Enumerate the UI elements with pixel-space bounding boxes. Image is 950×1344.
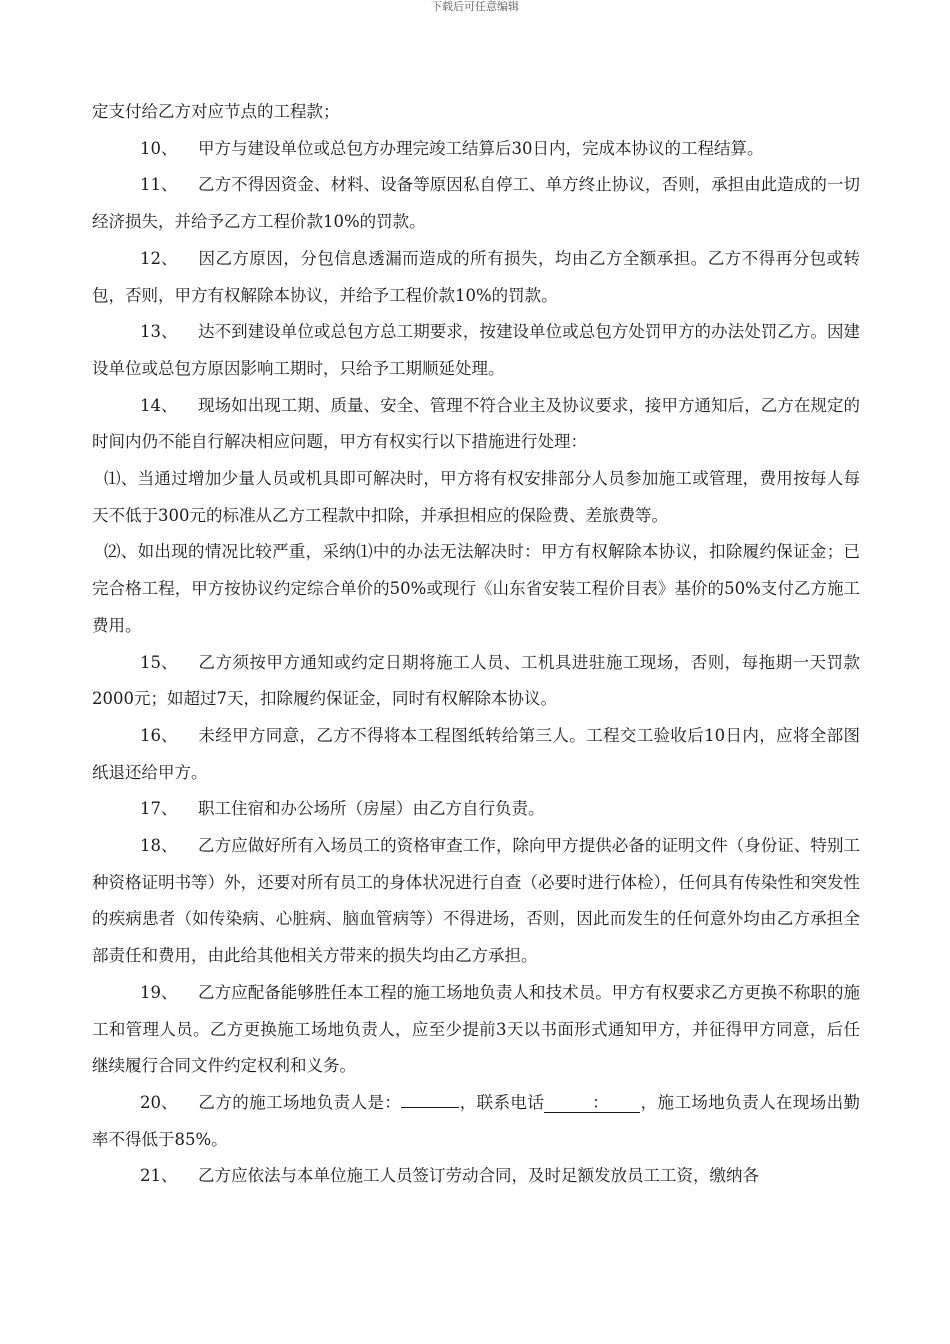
clause-21: 21、 乙方应依法与本单位施工人员签订劳动合同，及时足额发放员工工资，缴纳各 xyxy=(140,1166,759,1186)
page-header: 下载后可任意编辑 xyxy=(431,0,519,13)
clause-15: 15、 乙方须按甲方通知或约定日期将施工人员、工机具进驻施工现场，否则，每拖期一天罚款2000元；如超过7天，扣除履约保证金，同时有权解除本协议。 xyxy=(92,652,860,709)
clause-10: 10、 甲方与建设单位或总包方办理完竣工结算后30日内，完成本协议的工程结算。 xyxy=(140,138,764,158)
site-manager-blank[interactable] xyxy=(401,1107,459,1108)
clause-13: 13、 达不到建设单位或总包方总工期要求，按建设单位或总包方处罚甲方的办法处罚乙方。因建设单位或总包方原因影响工期时，只给予工期顺延处理。 xyxy=(92,322,860,378)
document-body xyxy=(92,94,860,1195)
paragraph-continuation: 定支付给乙方对应节点的工程款； xyxy=(92,102,340,121)
clause-14-sub-2: ⑵、如出现的情况比较严重，采纳⑴中的办法无法解决时：甲方有权解除本协议，扣除履约保证金；已完合格工程，甲方按协议约定综合单价的50%或现行《山东省安装工程价目表》基价的50%支付乙方施工费用。 xyxy=(92,542,860,635)
clause-14: 14、 现场如出现工期、质量、安全、管理不符合业主及协议要求，接甲方通知后，乙方在规定的时间内仍不能自行解决相应问题，甲方有权实行以下措施进行处理： xyxy=(92,395,860,452)
clause-12: 12、 因乙方原因，分包信息透漏而造成的所有损失，均由乙方全额承担。乙方不得再分包或转包，否则，甲方有权解除本协议，并给予工程价款10%的罚款。 xyxy=(92,248,860,305)
phone-blank[interactable]: ： xyxy=(544,1094,640,1113)
clause-11: 11、 乙方不得因资金、材料、设备等原因私自停工、单方终止协议，否则，承担由此造成的一切经济损失，并给予乙方工程价款10%的罚款。 xyxy=(92,175,860,232)
clause-16: 16、 未经甲方同意，乙方不得将本工程图纸转给第三人。工程交工验收后10日内，应将全部图纸退还给甲方。 xyxy=(92,725,860,782)
clause-19: 19、 乙方应配备能够胜任本工程的施工场地负责人和技术员。甲方有权要求乙方更换不称职的施工和管理人员。乙方更换施工场地负责人，应至少提前3天以书面形式通知甲方，并征得甲方同意，后任继续履行合同文件约定权利和义务。 xyxy=(92,982,860,1076)
clause-14-sub-1: ⑴、当通过增加少量人员或机具即可解决时，甲方将有权安排部分人员参加施工或管理，费用按每人每天不低于300元的标准从乙方工程款中扣除，并承担相应的保险费、差旅费等。 xyxy=(92,469,860,525)
clause-17: 17、 职工住宿和办公场所（房屋）由乙方自行负责。 xyxy=(140,799,545,819)
clause-18: 18、 乙方应做好所有入场员工的资格审查工作，除向甲方提供必备的证明文件（身份证、特别工种资格证明书等）外，还要对所有员工的身体状况进行自查（必要时进行体检），任何具有传染性和突发性的疾病患者（如传染病、心脏病、脑血管病等）不得进场，否则，因此而发生的任何意外均由乙方承担全部责任和费用，由此给其他相关方带来的损失均由乙方承担。 xyxy=(92,836,860,966)
clause-20: 20、 乙方的施工场地负责人是： ，联系电话 ： ，施工场地负责人在现场出勤率不得低于85%。 xyxy=(92,1092,860,1149)
